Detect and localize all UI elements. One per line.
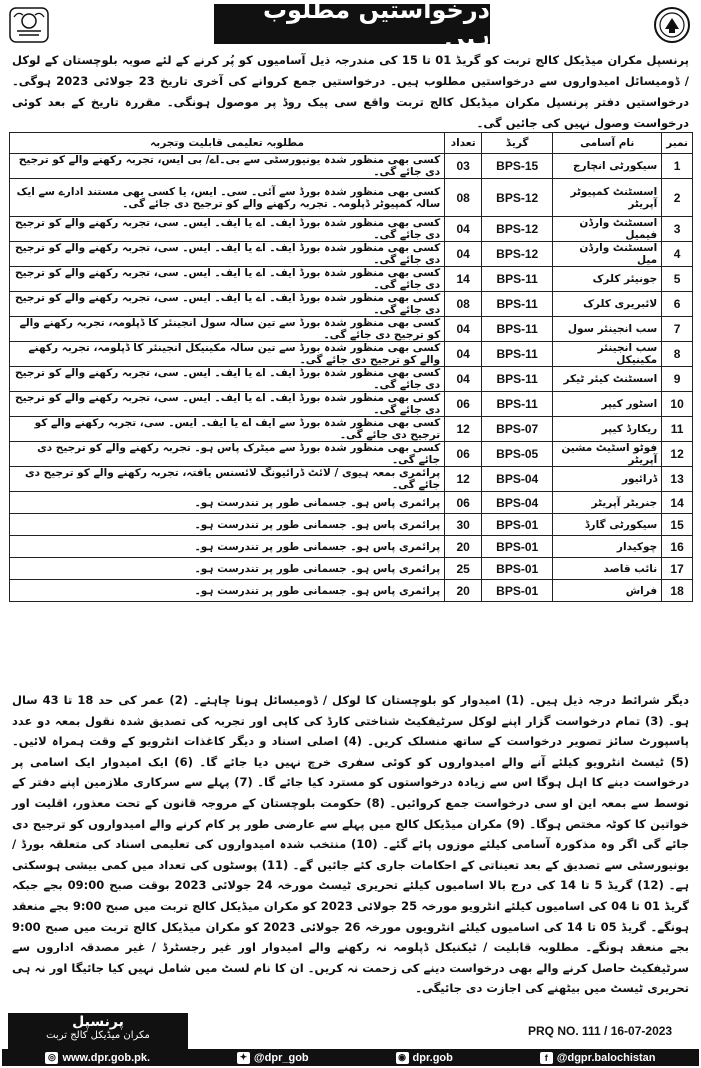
cell-qty: 12 <box>445 467 482 492</box>
cell-post: جونیئر کلرک <box>553 267 662 292</box>
cell-req: کسی بھی منظور شدہ بورڈ ایف۔ اے یا ایف۔ ایس۔ سی، تجربہ رکھنے والے کو ترجیح دی جائے گی۔ <box>10 242 445 267</box>
cell-post: لائبریری کلرک <box>553 292 662 317</box>
table-row <box>10 317 693 342</box>
footer-twitter-text: @dpr_gob <box>253 1051 309 1064</box>
cell-qty: 08 <box>445 292 482 317</box>
table-row <box>10 367 693 392</box>
cell-req: پرائمری پاس ہو۔ جسمانی طور پر تندرست ہو۔ <box>10 536 445 558</box>
footer-instagram[interactable] <box>396 1052 453 1064</box>
cell-req: کسی بھی منظور شدہ بورڈ ایف۔ اے یا ایف۔ ایس۔ سی، تجربہ رکھنے والے کو ترجیح دی جائے گی۔ <box>10 367 445 392</box>
cell-qty: 30 <box>445 514 482 536</box>
cell-grade: BPS-01 <box>482 536 553 558</box>
cell-req: کسی بھی منظور شدہ بورڈ ایف۔ اے یا ایف۔ ایس۔ سی، تجربہ رکھنے والے کو ترجیح دی جائے گی۔ <box>10 392 445 417</box>
cell-grade: BPS-11 <box>482 292 553 317</box>
cell-grade: BPS-11 <box>482 317 553 342</box>
cell-grade: BPS-12 <box>482 217 553 242</box>
cell-post: سب انجینئر سول <box>553 317 662 342</box>
table-row <box>10 536 693 558</box>
cell-qty: 04 <box>445 217 482 242</box>
cell-num: 17 <box>662 558 693 580</box>
cell-post: اسسٹنٹ کیئر ٹیکر <box>553 367 662 392</box>
cell-grade: BPS-07 <box>482 417 553 442</box>
cell-qty: 04 <box>445 367 482 392</box>
cell-post: سیکورٹی گارڈ <box>553 514 662 536</box>
footer-bar <box>2 1049 699 1066</box>
college-name: مکران میڈیکل کالج تربت <box>46 1030 150 1041</box>
cell-num: 9 <box>662 367 693 392</box>
twitter-icon: ✦ <box>237 1052 250 1064</box>
footer-facebook-text: @dgpr.balochistan <box>556 1051 656 1064</box>
footer-facebook[interactable] <box>540 1052 656 1064</box>
cell-req: کسی بھی منظور شدہ بورڈ سے میٹرک پاس ہو۔ تجربہ رکھنے والے کو ترجیح دی جائے گی۔ <box>10 442 445 467</box>
cell-grade: BPS-04 <box>482 492 553 514</box>
table-header-row <box>10 133 693 154</box>
table-row <box>10 558 693 580</box>
table-row <box>10 514 693 536</box>
cell-req: کسی بھی منظور شدہ بورڈ سے تین سالہ مکینیکل انجینئر کا ڈپلومہ، تجربہ رکھنے والے کو ترجیح دی جائے گی۔ <box>10 342 445 367</box>
vacancies-table <box>9 132 693 602</box>
cell-num: 5 <box>662 267 693 292</box>
cell-post: ریکارڈ کیپر <box>553 417 662 442</box>
college-emblem-icon <box>651 6 693 44</box>
cell-num: 18 <box>662 580 693 602</box>
table-row <box>10 580 693 602</box>
footer-instagram-text: dpr.gob <box>412 1051 453 1064</box>
cell-post: اسسٹنٹ کمپیوٹر آپریٹر <box>553 179 662 217</box>
cell-qty: 20 <box>445 580 482 602</box>
footer-website-text: www.dpr.gob.pk. <box>62 1051 151 1064</box>
cell-num: 8 <box>662 342 693 367</box>
table-row <box>10 179 693 217</box>
col-header-post: نام آسامی <box>553 133 662 154</box>
balochistan-govt-emblem-icon <box>8 6 50 44</box>
vacancies-table-body <box>10 154 693 602</box>
table-row <box>10 267 693 292</box>
cell-num: 6 <box>662 292 693 317</box>
cell-qty: 06 <box>445 392 482 417</box>
cell-req: کسی بھی منظور شدہ یونیورسٹی سے بی۔اے/ بی ایس، تجربہ رکھنے والے کو ترجیح دی جائے گی۔ <box>10 154 445 179</box>
cell-req: کسی بھی منظور شدہ بورڈ ایف۔ اے یا ایف۔ ایس۔ سی، تجربہ رکھنے والے کو ترجیح دی جائے گی۔ <box>10 217 445 242</box>
col-header-qty: تعداد <box>445 133 482 154</box>
instagram-icon: ◉ <box>396 1052 409 1064</box>
cell-num: 11 <box>662 417 693 442</box>
col-header-grade: گریڈ <box>482 133 553 154</box>
cell-req: پرائمری پاس ہو۔ جسمانی طور پر تندرست ہو۔ <box>10 558 445 580</box>
cell-qty: 08 <box>445 179 482 217</box>
page-title: درخواستیں مطلوب ہیں <box>214 4 490 44</box>
cell-req: کسی بھی منظور شدہ بورڈ سے تین سالہ سول انجینئر کا ڈپلومہ، تجربہ رکھنے والے کو ترجیح دی جائے گی۔ <box>10 317 445 342</box>
intro-paragraph: پرنسپل مکران میڈیکل کالج تربت کو گریڈ 01 تا 15 کی مندرجہ ذیل آسامیوں کو پُر کرنے کے لئے صوبہ بلوچستان کے لوکل / ڈومیسائل امیدواروں سے درخواستیں مطلوب ہیں۔ درخواستیں جمع کروانے کی آخری تاریخ 23 جولائی 2023 ہوگی۔ درخواستیں دفتر پرنسپل مکران میڈیکل کالج تربت واقع سی پیک روڈ پر موصول ہونگی۔ مقررہ تاریخ کے بعد کوئی درخواست وصول نہیں کی جائیں گی۔ <box>12 53 690 130</box>
cell-qty: 12 <box>445 417 482 442</box>
cell-qty: 04 <box>445 242 482 267</box>
cell-qty: 20 <box>445 536 482 558</box>
cell-post: سب انجینئر مکینیکل <box>553 342 662 367</box>
footer-website[interactable] <box>45 1052 150 1064</box>
cell-post: اسٹور کیپر <box>553 392 662 417</box>
cell-num: 10 <box>662 392 693 417</box>
cell-qty: 04 <box>445 317 482 342</box>
cell-grade: BPS-12 <box>482 242 553 267</box>
cell-qty: 04 <box>445 342 482 367</box>
table-row <box>10 467 693 492</box>
cell-req: پرائمری پاس ہو۔ جسمانی طور پر تندرست ہو۔ <box>10 492 445 514</box>
cell-grade: BPS-04 <box>482 467 553 492</box>
cell-grade: BPS-01 <box>482 558 553 580</box>
table-row <box>10 242 693 267</box>
cell-grade: BPS-12 <box>482 179 553 217</box>
cell-post: سیکورٹی انچارج <box>553 154 662 179</box>
cell-grade: BPS-01 <box>482 580 553 602</box>
table-row <box>10 442 693 467</box>
cell-num: 1 <box>662 154 693 179</box>
cell-qty: 06 <box>445 442 482 467</box>
cell-grade: BPS-11 <box>482 267 553 292</box>
table-row <box>10 492 693 514</box>
principal-signature-block <box>8 1013 188 1049</box>
cell-num: 2 <box>662 179 693 217</box>
cell-req: کسی بھی منظور شدہ بورڈ ایف۔ اے یا ایف۔ ایس۔ سی، تجربہ رکھنے والے کو ترجیح دی جائے گی۔ <box>10 267 445 292</box>
cell-req: پرائمری بمعہ ہیوی / لائٹ ڈرائیونگ لائسنس یافتہ، تجربہ رکھنے والے کو ترجیح دی جائے گی۔ <box>10 467 445 492</box>
table-row <box>10 392 693 417</box>
table-row <box>10 292 693 317</box>
cell-qty: 25 <box>445 558 482 580</box>
footer-twitter[interactable] <box>237 1052 309 1064</box>
cell-grade: BPS-11 <box>482 342 553 367</box>
table-row <box>10 342 693 367</box>
cell-qty: 14 <box>445 267 482 292</box>
cell-grade: BPS-11 <box>482 392 553 417</box>
prq-number: PRQ NO. 111 / 16-07-2023 <box>528 1024 673 1038</box>
facebook-icon: f <box>540 1052 553 1064</box>
cell-req: پرائمری پاس ہو۔ جسمانی طور پر تندرست ہو۔ <box>10 514 445 536</box>
col-header-req: مطلوبہ تعلیمی قابلیت وتجربہ <box>10 133 445 154</box>
cell-post: فراش <box>553 580 662 602</box>
conditions-paragraph: دیگر شرائط درجہ ذیل ہیں۔ (1) امیدوار کو بلوچستان کا لوکل / ڈومیسائل ہونا چاہئے۔ (2) عمر کی حد 18 تا 43 سال ہو۔ (3) تمام درخواست گزار اپنے لوکل سرٹیفکیٹ شناختی کارڈ کی کاپی اور تجربہ کی تصدیق شدہ نقول بمعہ دو عدد پاسپورٹ سائز تصویر درخواست کے ساتھ منسلک کریں۔ (4) اصلی اسناد و دیگر کاغذات انٹرویو کے وقت ہمراہ لائیں۔ (5) ٹیسٹ انٹرویو کیلئے آنے والے امیدواروں کو کوئی سفری خرچ نہیں دیا جائے گا۔ (6) ایک امیدوار ایک اسامی پر درخواست دینے کا اہل ہوگا اس سے زیادہ درخواستوں کو مسترد کیا جائے گا۔ (7) پہلے سے سرکاری ملازمین اپنے دفتر کے توسط سے بمعہ این او سی درخواست جمع کروائیں۔ (8) حکومت بلوچستان کے مروجہ قانون کے تحت معذور، اقلیت اور خواتین کا کوٹہ مختص ہوگا۔ (9) مکران میڈیکل کالج میں پہلے سے عارضی طور پر کام کرنے والے امیدواروں کو ترجیح دی جائے گی اگر وہ مذکورہ آسامی کیلئے موزوں پائے گئے۔ (10) منتخب شدہ امیدواروں کی تعلیمی اسناد کی متعلقہ بورڈ / یونیورسٹی سے تصدیق کے بعد تعیناتی کے احکامات جاری کئے جائیں گے۔ (11) پوسٹوں کی تعداد میں کمی بیشی ہوسکتی ہے۔ (12) گریڈ 5 تا 14 کی درج بالا اسامیوں کیلئے تحریری ٹیسٹ مورخہ 24 جولائی 2023 بوقت صبح 09:00 بجے جبکہ گریڈ 01 تا 04 کی اسامیوں کیلئے انٹرویو مورخہ 25 جولائی 2023 کو مکران میڈیکل کالج تربت میں صبح 9:00 بجے منعقد ہونگے۔ گریڈ 05 تا 14 کی اسامیوں کیلئے انٹرویوں مورخہ 26 جولائی 2023 کو مکران میڈیکل کالج تربت میں صبح 9:00 بجے منعقد ہونگے۔ مطلوبہ قابلیت / ٹیکنیکل ڈپلومہ نہ رکھنے والے امیدوار اور غیر رجسٹرڈ / غیر مصدقہ اداروں سے سرٹیفکیٹ حاصل کرنے والے بھی درخواست دینے کی زحمت نہ کریں۔ ان کا نام لسٹ میں شامل نہیں کیا جائیگا اور نہ ہی تحریری ٹیسٹ میں بیٹھنے کی اجازت دی جائیگی۔ <box>12 693 690 996</box>
cell-req: پرائمری پاس ہو۔ جسمانی طور پر تندرست ہو۔ <box>10 580 445 602</box>
cell-grade: BPS-05 <box>482 442 553 467</box>
table-row <box>10 417 693 442</box>
cell-req: کسی بھی منظور شدہ بورڈ سے ایف اے یا ایف۔ ایس۔ سی، تجربہ رکھنے والے کو ترجیح دی جائے گی۔ <box>10 417 445 442</box>
cell-post: نائب قاصد <box>553 558 662 580</box>
cell-num: 14 <box>662 492 693 514</box>
cell-post: ڈرائیور <box>553 467 662 492</box>
cell-req: کسی بھی منظور شدہ بورڈ سے آئی۔ سی۔ ایس، یا کسی بھی مستند ادارے سے ایک سالہ کمپیوٹر ڈپلومہ۔ تجربہ رکھنے والے کو ترجیح دی جائے گی۔ <box>10 179 445 217</box>
cell-qty: 06 <box>445 492 482 514</box>
cell-num: 3 <box>662 217 693 242</box>
cell-post: فوٹو اسٹیٹ مشین آپریٹر <box>553 442 662 467</box>
cell-post: اسسٹنٹ وارڈن میل <box>553 242 662 267</box>
cell-post: چوکیدار <box>553 536 662 558</box>
cell-num: 13 <box>662 467 693 492</box>
cell-post: جنریٹر آپریٹر <box>553 492 662 514</box>
cell-num: 4 <box>662 242 693 267</box>
header <box>6 0 695 52</box>
cell-num: 7 <box>662 317 693 342</box>
cell-req: کسی بھی منظور شدہ بورڈ ایف۔ اے یا ایف۔ ایس۔ سی، تجربہ رکھنے والے کو ترجیح دی جائے گی۔ <box>10 292 445 317</box>
col-header-num: نمبر <box>662 133 693 154</box>
cell-grade: BPS-01 <box>482 514 553 536</box>
cell-num: 16 <box>662 536 693 558</box>
table-row <box>10 154 693 179</box>
globe-icon: ◎ <box>45 1052 58 1064</box>
cell-num: 15 <box>662 514 693 536</box>
cell-qty: 03 <box>445 154 482 179</box>
cell-grade: BPS-15 <box>482 154 553 179</box>
table-row <box>10 217 693 242</box>
principal-title: پرنسپل <box>72 1014 124 1030</box>
cell-post: اسسٹنٹ وارڈن فیمیل <box>553 217 662 242</box>
cell-grade: BPS-11 <box>482 367 553 392</box>
cell-num: 12 <box>662 442 693 467</box>
